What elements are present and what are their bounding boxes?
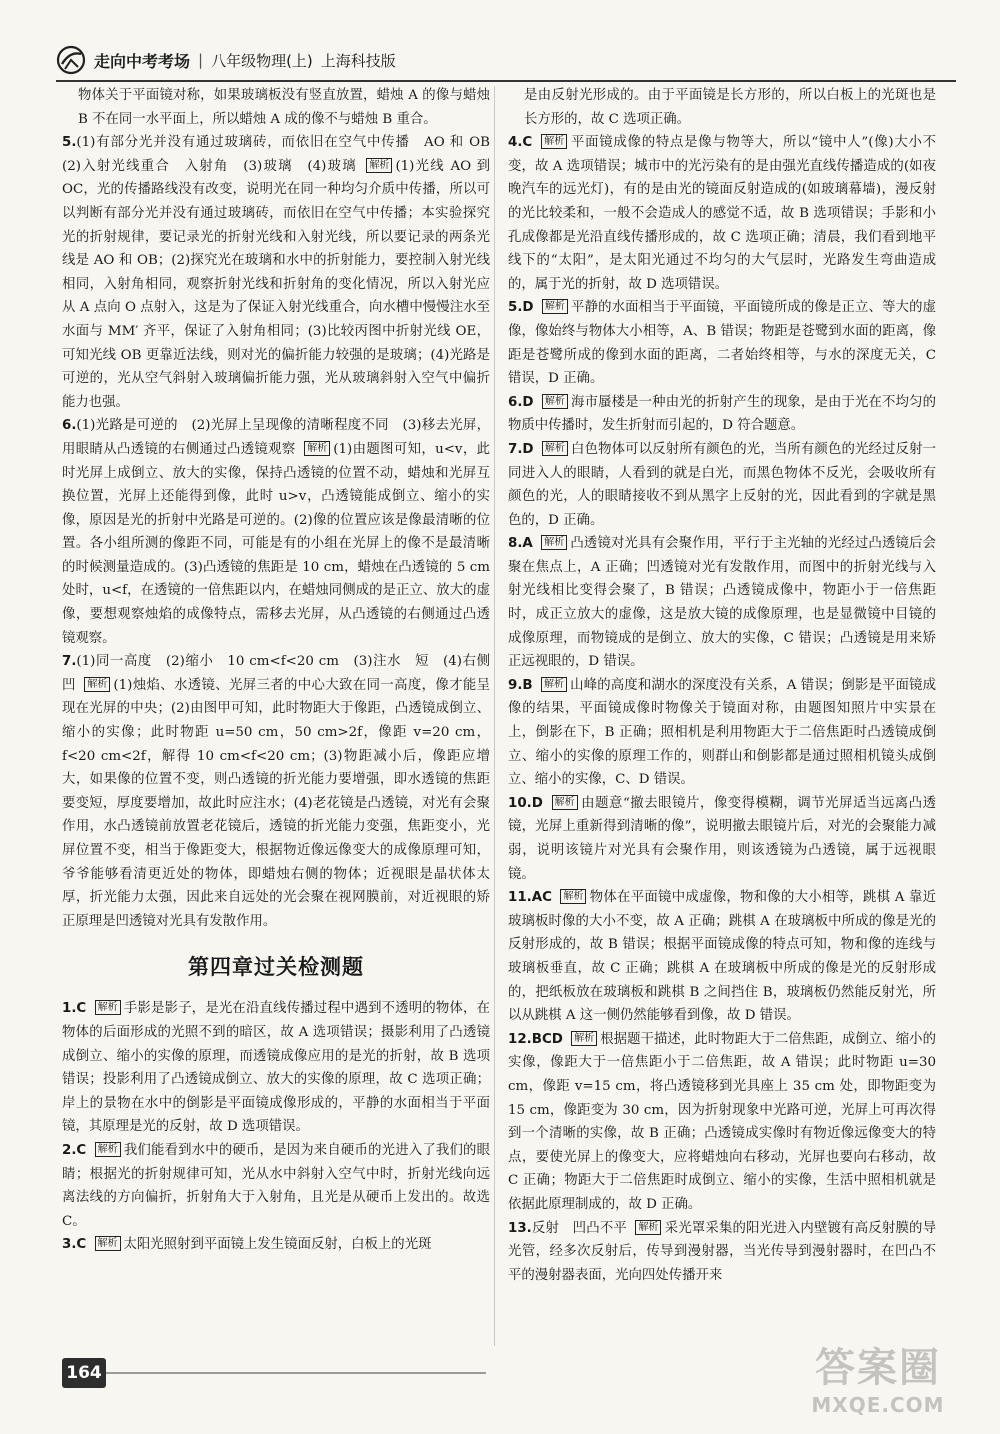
analysis-text: 白色物体可以反射所有颜色的光，当所有颜色的光经过反射一同进入人的眼睛，人看到的就是白光，而黑色物体不反光，会吸收所有颜色的光，人的眼睛接收不到从黑字上反射的光，因此看到的字就是黑色的，D 正确。 bbox=[508, 441, 936, 528]
analysis-text: (1)光线 AO 到 OC，光的传播路线没有改变，说明光在同一种均匀介质中传播，所以可以判断有部分光并没有通过玻璃砖，而依旧在空气中传播；本实验探究光的折射规律，要记录光的折射光线和入射光线，所以要记录的两条光线是 AO 和 OB；(2)探究光在玻璃和水中的折射能力，要控制入射光线相同，入射角相同，观察折射光线和折射角的变化情况，所以入射光应从 A 点向 O 点射入，这是为了保证入射光线重合，向水槽中慢慢注水至水面与 MM′ 齐平，保证了入射角相同；(3)比较丙图中折射光线 OE，可知光线 OB 更靠近法线，则对光的偏折能力较强的是玻璃；(4)光路是可逆的，光从空气斜射入玻璃偏折能力强，光从玻璃斜射入空气中偏折能力也强。 bbox=[62, 158, 490, 410]
analysis-tag: 解析 bbox=[542, 394, 568, 409]
answer-text: (1)光路是可逆的 (2)光屏上呈现像的清晰程度不同 (3)移去光屏，用眼睛从凸透镜的右侧通过凸透镜观察 bbox=[62, 418, 490, 457]
analysis-text: 手影是影子，是光在沿直线传播过程中遇到不透明的物体，在物体的后面形成的光照不到的暗区，故 A 选项错误；摄影利用了凸透镜成倒立、缩小的实像的原理，而透镜成像应用的是光的折射，故 B 选项错误；投影利用了凸透镜成倒立、放大的实像的原理，故 C 选项正确；岸上的景物在水中的倒影是平面镜成像形成的，平静的水面相当于平面镜，其原理是光的反射，故 D 选项错误。 bbox=[62, 1001, 490, 1135]
answer-item-s8: 8.A 解析 凸透镜对光具有会聚作用，平行于主光轴的光经过凸透镜后会聚在焦点上，A 正确；凹透镜对光有发散作用，而图中的折射光线与入射光线相比变得会聚了，B 错误；凸透镜成像中，物距小于一倍焦距时，成正立放大的虚像，这是放大镜的成像原理，也是显微镜中目镜的成像原理，而物镜成的是倒立、放大的实像，C 错误；凸透镜是用来矫正远视眼的，D 错误。 bbox=[508, 536, 936, 670]
right-column bbox=[508, 84, 936, 1287]
analysis-tag: 解析 bbox=[635, 1220, 661, 1235]
answer-item-s7: 7.D 解析 白色物体可以反射所有颜色的光，当所有颜色的光经过反射一同进入人的眼睛，人看到的就是白光，而黑色物体不反光，会吸收所有颜色的光，人的眼睛接收不到从黑字上反射的光，因此看到的字就是黑色的，D 正确。 bbox=[508, 441, 936, 528]
analysis-text: 根据题干描述，此时物距大于二倍焦距，成倒立、缩小的实像，像距大于一倍焦距小于二倍焦距，故 A 错误；此时物距 u=30 cm，像距 v=15 cm，将凸透镜移到光具座上 35 cm 处，即物距变为 15 cm，像距变为 30 cm，因为折射现象中光路可逆，光屏上可再次得到一个清晰的实像，故 B 正确；凸透镜成实像时有物近像远像变大的特点，要使光屏上的像变大，应将蜡烛向右移动，光屏也要向右移动，故 C 正确；物距大于二倍焦距时成倒立、缩小的实像，生活中照相机就是依据此原理制成的，故 D 正确。 bbox=[508, 1031, 937, 1212]
analysis-text: 海市蜃楼是一种由光的折射产生的现象，是由于光在不均匀的物质中传播时，发生折射而引起的，D 符合题意。 bbox=[508, 394, 936, 434]
analysis-text: 凸透镜对光具有会聚作用，平行于主光轴的光经过凸透镜后会聚在焦点上，A 正确；凹透镜对光有发散作用，而图中的折射光线与入射光线相比变得会聚了，B 错误；凸透镜成像中，物距小于一倍焦距时，成正立放大的虚像，这是放大镜的成像原理，也是显微镜中目镜的成像原理，而物镜成的是倒立、放大的实像，C 错误；凸透镜是用来矫正远视眼的，D 错误。 bbox=[508, 536, 936, 670]
analysis-text: 山峰的高度和湖水的深度没有关系，A 错误；倒影是平面镜成像的结果，平面镜成像时物像关于镜面对称，由题图知照片中实景在上，倒影在下，B 正确；照相机是利用物距大于二倍焦距时凸透镜成倒立、缩小的实像的原理工作的，则群山和倒影都是通过照相机镜头成倒立、缩小的实像，C、D 错误。 bbox=[508, 677, 936, 788]
analysis-tag: 解析 bbox=[84, 677, 110, 692]
answer-item-s10: 10.D 解析 由题意“撤去眼镜片，像变得模糊，调节光屏适当远离凸透镜，光屏上重新得到清晰的像”，说明撤去眼镜片后，对光的会聚能力减弱，说明该镜片对光具有会聚作用，则该透镜为凸透镜，属于远视眼镜。 bbox=[508, 795, 936, 882]
answer-item-s5: 5.D 解析 平静的水面相当于平面镜，平面镜所成的像是正立、等大的虚像，像始终与物体大小相等，A、B 错误；物距是苍鹭到水面的距离，像距是苍鹭所成的像到水面的距离，二者始终相等，与水的深度无关，C 错误，D 正确。 bbox=[508, 300, 936, 387]
analysis-tag: 解析 bbox=[304, 441, 330, 456]
analysis-tag: 解析 bbox=[552, 795, 578, 810]
footer-rule bbox=[106, 1372, 486, 1374]
answer-item-s4: 4.C 解析 平面镜成像的特点是像与物等大，所以“镜中人”(像)大小不变，故 A 选项错误；城市中的光污染有的是由强光直线传播造成的(如夜晚汽车的远光灯)，有的是由光的镜面反射造成的(如玻璃幕墙)，漫反射的光比较柔和，一般不会造成人的感觉不适，故 B 选项错误；手影和小孔成像都是光沿直线传播形成的，故 C 选项正确；清晨，我们看到地平线下的“太阳”，是太阳光通过不均匀的大气层时，光路发生弯曲造成的，属于光的折射，故 D 选项错误。 bbox=[508, 135, 936, 292]
header-rule bbox=[56, 80, 956, 82]
book-brand: 走向中考考场 bbox=[94, 51, 191, 71]
answer-item-s12: 12.BCD 解析 根据题干描述，此时物距大于二倍焦距，成倒立、缩小的实像，像距大于一倍焦距小于二倍焦距，故 A 错误；此时物距 u=30 cm，像距 v=15 cm，将凸透镜移到光具座上 35 cm 处，即物距变为 15 cm，像距变为 30 cm，因为折射现象中光路可逆，光屏上可再次得到一个清晰的实像，故 B 正确；凸透镜成实像时有物近像远像变大的特点，要使光屏上的像变大，应将蜡烛向右移动，光屏也要向右移动，故 C 正确；物距大于二倍焦距时成倒立、缩小的实像，生活中照相机就是依据此原理制成的，故 D 正确。 bbox=[508, 1031, 937, 1212]
analysis-tag: 解析 bbox=[541, 677, 567, 692]
analysis-text: 我们能看到水中的硬币，是因为来自硬币的光进入了我们的眼睛；根据光的折射规律可知，光从水中斜射入空气中时，折射光线向远离法线的方向偏折，折射角大于入射角，且光是从硬币上发出的。故选 C。 bbox=[62, 1142, 490, 1229]
runner-logo-icon bbox=[56, 45, 86, 75]
column-divider bbox=[494, 86, 495, 1346]
analysis-text: 平面镜成像的特点是像与物等大，所以“镜中人”(像)大小不变，故 A 选项错误；城市中的光污染有的是由强光直线传播造成的(如夜晚汽车的远光灯)，有的是由光的镜面反射造成的(如玻璃幕墙)，漫反射的光比较柔和，一般不会造成人的感觉不适，故 B 选项错误；手影和小孔成像都是光沿直线传播形成的，故 C 选项正确；清晨，我们看到地平线下的“太阳”，是太阳光通过不均匀的大气层时，光路发生弯曲造成的，属于光的折射，故 D 选项错误。 bbox=[508, 135, 936, 292]
answer-item-5: 5.(1)有部分光并没有通过玻璃砖，而依旧在空气中传播 AO 和 OB (2)入射光线重合 入射角 (3)玻璃 (4)玻璃 解析 (1)光线 AO 到 OC，光的传播路线没有改变，说明光在同一种均匀介质中传播，所以可以判断有部分光并没有通过玻璃砖，而依旧在空气中传播；本实验探究光的折射规律，要记录光的折射光线和入射光线，所以要记录的两条光线是 AO 和 OB；(2)探究光在玻璃和水中的折射能力，要控制入射光线相同，入射角相同，观察折射光线和折射角的变化情况，所以入射光应从 A 点向 O 点射入，这是为了保证入射光线重合，向水槽中慢慢注水至水面与 MM′ 齐平，保证了入射角相同；(3)比较丙图中折射光线 OE，可知光线 OB 更靠近法线，则对光的偏折能力较强的是玻璃；(4)光路是可逆的，光从空气斜射入玻璃偏折能力强，光从玻璃斜射入空气中偏折能力也强。 bbox=[62, 135, 504, 410]
answer-item-s3: 3.C 解析 太阳光照射到平面镜上发生镜面反射，白板上的光斑 bbox=[62, 1237, 432, 1253]
continued-text: 物体关于平面镜对称，如果玻璃板没有竖直放置，蜡烛 A 的像与蜡烛 B 不在同一水平面上，所以蜡烛 A 成的像不与蜡烛 B 重合。 bbox=[78, 88, 490, 127]
answer-text: 反射 凹凸不平 bbox=[531, 1220, 627, 1236]
analysis-tag: 解析 bbox=[366, 158, 392, 173]
analysis-text: 物体在平面镜中成虚像，物和像的大小相等，跳棋 A 靠近玻璃板时像的大小不变，故 A 正确；跳棋 A 在玻璃板中所成的像是光的反射形成的，故 B 错误；根据平面镜成像的特点可知，物和像的连线与玻璃板垂直，故 C 正确；跳棋 A 在玻璃板中所成的像是光的反射形成的，把纸板放在玻璃板和跳棋 B 之间挡住 B，玻璃板仍然能反射光，所以从跳棋 A 这一侧仍然能够看到像，故 D 错误。 bbox=[508, 890, 936, 1024]
left-column bbox=[62, 84, 504, 1257]
analysis-tag: 解析 bbox=[541, 134, 567, 149]
analysis-text: (1)由题图可知，u<v，此时光屏上成倒立、放大的实像，保持凸透镜的位置不动，蜡烛和光屏互换位置，光屏上还能得到像，此时 u>v，凸透镜能成倒立、缩小的实像，原因是光的折射中光路是可逆的。(2)像的位置应该是像最清晰的位置。各小组所测的像距不同，可能是有的小组在光屏上的像不是最清晰的时候测量造成的。(3)凸透镜的焦距是 10 cm，蜡烛在凸透镜的 5 cm 处时，u<f，在透镜的一倍焦距以内，在蜡烛同侧成的是正立、放大的虚像，要想观察烛焰的成像特点，需移去光屏，从凸透镜的右侧通过凸透镜观察。 bbox=[62, 441, 490, 646]
section-title: 第四章过关检测题 bbox=[188, 955, 364, 980]
analysis-tag: 解析 bbox=[95, 1142, 121, 1157]
analysis-text: 由题意“撤去眼镜片，像变得模糊，调节光屏适当远离凸透镜，光屏上重新得到清晰的像”，说明撤去眼镜片后，对光的会聚能力减弱，说明该镜片对光具有会聚作用，则该透镜为凸透镜，属于远视眼镜。 bbox=[508, 795, 936, 882]
answer-item-s2: 2.C 解析 我们能看到水中的硬币，是因为来自硬币的光进入了我们的眼睛；根据光的折射规律可知，光从水中斜射入空气中时，折射光线向远离法线的方向偏折，折射角大于入射角，且光是从硬币上发出的。故选 C。 bbox=[62, 1142, 490, 1229]
page-header bbox=[56, 40, 956, 80]
continued-text: 是由反射光形成的。由于平面镜是长方形的，所以白板上的光斑也是长方形的，故 C 选项正确。 bbox=[524, 88, 936, 127]
analysis-tag: 解析 bbox=[541, 535, 567, 550]
watermark-url: MXQE.COM bbox=[811, 1393, 945, 1417]
analysis-tag: 解析 bbox=[560, 889, 586, 904]
analysis-text: 平静的水面相当于平面镜，平面镜所成的像是正立、等大的虚像，像始终与物体大小相等，A、B 错误；物距是苍鹭到水面的距离，像距是苍鹭所成的像到水面的距离，二者始终相等，与水的深度无关，C 错误，D 正确。 bbox=[508, 300, 936, 387]
answer-item-s6: 6.D 解析 海市蜃楼是一种由光的折射产生的现象，是由于光在不均匀的物质中传播时，发生折射而引起的，D 符合题意。 bbox=[508, 394, 936, 434]
answer-item-7: 7.(1)同一高度 (2)缩小 10 cm<f<20 cm (3)注水 短 (4)右侧 凹 解析 (1)烛焰、水透镜、光屏三者的中心大致在同一高度，像才能呈现在光屏的中央；(2)由图甲可知，此时物距大于像距，凸透镜成倒立、缩小的实像；此时物距 u=50 cm，50 cm>2f，像距 v=20 cm，f<20 cm<2f，解得 10 cm<f<20 cm；(3)物距减小后，像距应增大，如果像的位置不变，则凸透镜的折光能力要增强，即水透镜的焦距要变短，厚度要增加，故此时应注水；(4)老花镜是凸透镜，对光有会聚作用，水凸透镜前放置老花镜后，透镜的折光能力变强，焦距变小，光屏位置不变，相当于像距变大，根据物近像远像变大的成像原理可知，爷爷能够看清更近处的物体，即蜡烛右侧的物体；近视眼是晶状体太厚，折光能力太强，因此来自远处的光会聚在视网膜前，对近视眼的矫正原理是凹透镜对光具有发散作用。 bbox=[62, 654, 504, 929]
analysis-text: 太阳光照射到平面镜上发生镜面反射，白板上的光斑 bbox=[123, 1237, 432, 1253]
analysis-tag: 解析 bbox=[95, 1236, 121, 1251]
answer-text: (1)同一高度 (2)缩小 10 cm<f<20 cm (3)注水 短 (4)右侧 凹 bbox=[62, 654, 504, 693]
page-number: 164 bbox=[62, 1358, 106, 1388]
book-subtitle: 八年级物理(上) bbox=[211, 51, 313, 70]
analysis-tag: 解析 bbox=[542, 299, 568, 314]
book-edition: 上海科技版 bbox=[320, 51, 396, 70]
answer-item-s11: 11.AC 解析 物体在平面镜中成虚像，物和像的大小相等，跳棋 A 靠近玻璃板时像的大小不变，故 A 正确；跳棋 A 在玻璃板中所成的像是光的反射形成的，故 B 错误；根据平面镜成像的特点可知，物和像的连线与玻璃板垂直，故 C 正确；跳棋 A 在玻璃板中所成的像是光的反射形成的，把纸板放在玻璃板和跳棋 B 之间挡住 B，玻璃板仍然能反射光，所以从跳棋 A 这一侧仍然能够看到像，故 D 错误。 bbox=[508, 890, 936, 1024]
analysis-tag: 解析 bbox=[95, 1000, 121, 1015]
site-watermark bbox=[778, 1336, 978, 1426]
analysis-tag: 解析 bbox=[542, 441, 568, 456]
answer-item-s13: 13.反射 凹凸不平 解析 采光罩采集的阳光进入内壁镀有高反射膜的导光管，经多次反射后，传导到漫射器，当光传导到漫射器时，在凹凸不平的漫射器表面，光向四处传播开来 bbox=[508, 1220, 937, 1283]
answer-item-s1: 1.C 解析 手影是影子，是光在沿直线传播过程中遇到不透明的物体，在物体的后面形成的光照不到的暗区，故 A 选项错误；摄影利用了凸透镜成倒立、缩小的实像的原理，而透镜成像应用的是光的折射，故 B 选项错误；投影利用了凸透镜成倒立、放大的实像的原理，故 C 选项正确；岸上的景物在水中的倒影是平面镜成像形成的，平静的水面相当于平面镜，其原理是光的反射，故 D 选项错误。 bbox=[62, 1001, 490, 1135]
analysis-text: 采光罩采集的阳光进入内壁镀有高反射膜的导光管，经多次反射后，传导到漫射器，当光传导到漫射器时，在凹凸不平的漫射器表面，光向四处传播开来 bbox=[508, 1220, 937, 1283]
answer-item-6: 6.(1)光路是可逆的 (2)光屏上呈现像的清晰程度不同 (3)移去光屏，用眼睛从凸透镜的右侧通过凸透镜观察 解析 (1)由题图可知，u<v，此时光屏上成倒立、放大的实像，保持凸透镜的位置不动，蜡烛和光屏互换位置，光屏上还能得到像，此时 u>v，凸透镜能成倒立、缩小的实像，原因是光的折射中光路是可逆的。(2)像的位置应该是像最清晰的位置。各小组所测的像距不同，可能是有的小组在光屏上的像不是最清晰的时候测量造成的。(3)凸透镜的焦距是 10 cm，蜡烛在凸透镜的 5 cm 处时，u<f，在透镜的一倍焦距以内，在蜡烛同侧成的是正立、放大的虚像，要想观察烛焰的成像特点，需移去光屏，从凸透镜的右侧通过凸透镜观察。 bbox=[62, 418, 490, 646]
analysis-text: (1)烛焰、水透镜、光屏三者的中心大致在同一高度，像才能呈现在光屏的中央；(2)由图甲可知，此时物距大于像距，凸透镜成倒立、缩小的实像；此时物距 u=50 cm，50 cm>2f，像距 v=20 cm，f<20 cm<2f，解得 10 cm<f<20 cm；(3)物距减小后，像距应增大，如果像的位置不变，则凸透镜的折光能力要增强，即水透镜的焦距要变短，厚度要增加，故此时应注水；(4)老花镜是凸透镜，对光有会聚作用，水凸透镜前放置老花镜后，透镜的折光能力变强，焦距变小，光屏位置不变，相当于像距变大，根据物近像远像变大的成像原理可知，爷爷能够看清更近处的物体，即蜡烛右侧的物体；近视眼是晶状体太厚，折光能力太强，因此来自远处的光会聚在视网膜前，对近视眼的矫正原理是凹透镜对光具有发散作用。 bbox=[62, 677, 491, 929]
watermark-logo: 答案圈 bbox=[815, 1345, 941, 1391]
answer-text: (1)有部分光并没有通过玻璃砖，而依旧在空气中传播 AO 和 OB (2)入射光线重合 入射角 (3)玻璃 (4)玻璃 bbox=[62, 135, 504, 174]
answer-item-s9: 9.B 解析 山峰的高度和湖水的深度没有关系，A 错误；倒影是平面镜成像的结果，平面镜成像时物像关于镜面对称，由题图知照片中实景在上，倒影在下，B 正确；照相机是利用物距大于二倍焦距时凸透镜成倒立、缩小的实像的原理工作的，则群山和倒影都是通过照相机镜头成倒立、缩小的实像，C、D 错误。 bbox=[508, 677, 936, 788]
analysis-tag: 解析 bbox=[571, 1031, 597, 1046]
header-separator: | bbox=[198, 51, 204, 69]
